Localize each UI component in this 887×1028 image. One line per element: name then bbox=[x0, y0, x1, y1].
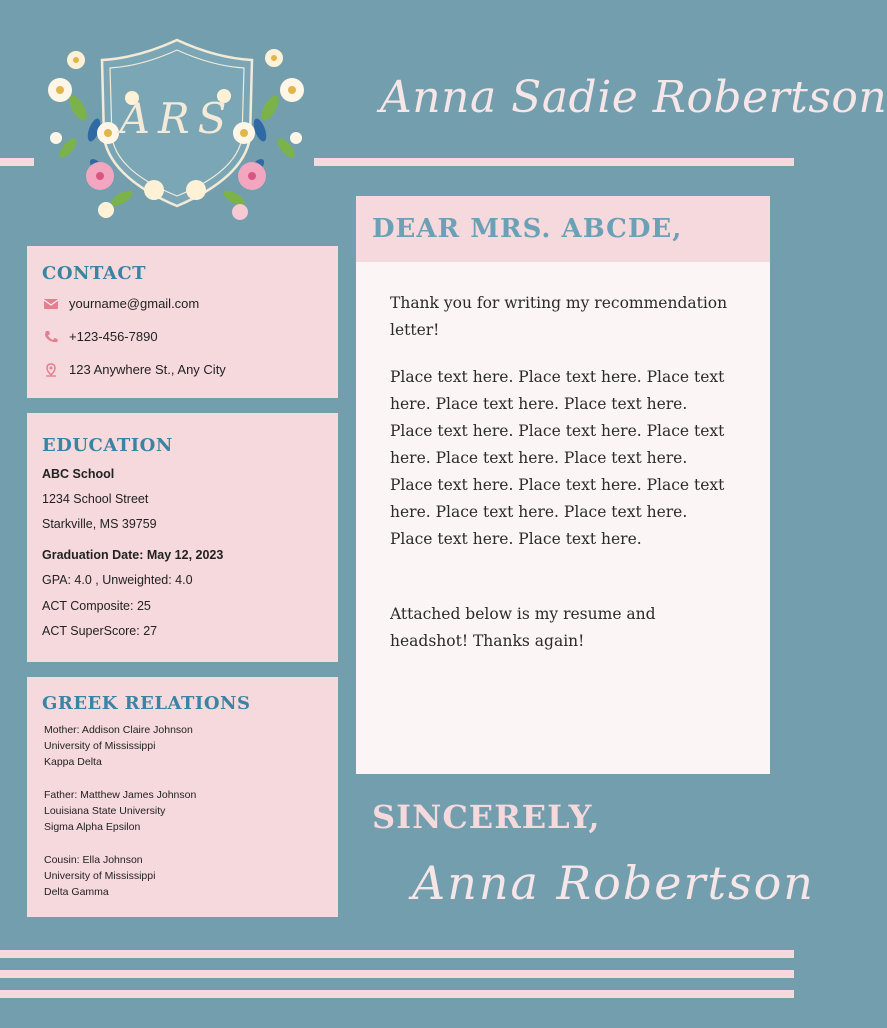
letter-panel bbox=[356, 196, 770, 774]
letter-salutation-band bbox=[356, 196, 770, 262]
relation-mother-chapter: Kappa Delta bbox=[44, 756, 102, 768]
closing-signature: Anna Robertson bbox=[412, 856, 815, 910]
greek-title: GREEK RELATIONS bbox=[42, 693, 251, 714]
relation-mother-school: University of Mississippi bbox=[44, 740, 156, 752]
school-city: Starkville, MS 39759 bbox=[42, 517, 157, 531]
contact-email-row bbox=[43, 296, 199, 311]
relation-cousin-name: Cousin: Ella Johnson bbox=[44, 854, 143, 866]
relation-mother-name: Mother: Addison Claire Johnson bbox=[44, 724, 193, 736]
floral-monogram-crest bbox=[38, 38, 316, 228]
relation-cousin-chapter: Delta Gamma bbox=[44, 886, 109, 898]
header-line-left bbox=[0, 158, 34, 166]
contact-card bbox=[27, 246, 338, 398]
footer-line-3 bbox=[0, 990, 794, 998]
school-street: 1234 School Street bbox=[42, 492, 149, 506]
location-pin-icon bbox=[43, 363, 59, 377]
letter-paragraph-2: Place text here. Place text here. Place text here. Place text here. Place text here. Place text here. Place text here. Place text here. Place text here. Place text here. Place text here. Place text here. Place text here. Place text here. Place text here. Place text here. Place text here. bbox=[390, 368, 725, 548]
header-line-right bbox=[314, 158, 794, 166]
contact-title: CONTACT bbox=[42, 263, 147, 284]
graduation-date: Graduation Date: May 12, 2023 bbox=[42, 548, 224, 562]
school-name: ABC School bbox=[42, 467, 115, 481]
mail-icon bbox=[43, 297, 59, 311]
contact-address-row bbox=[43, 362, 226, 377]
contact-phone[interactable]: +123-456-7890 bbox=[69, 329, 158, 344]
closing-sincerely: SINCERELY, bbox=[372, 798, 601, 836]
footer-line-1 bbox=[0, 950, 794, 958]
applicant-name: Anna Sadie Robertson bbox=[380, 72, 887, 123]
relation-cousin-school: University of Mississippi bbox=[44, 870, 156, 882]
contact-email[interactable]: yourname@gmail.com bbox=[69, 296, 200, 311]
letter-paragraph-1: Thank you for writing my recommendation letter! bbox=[390, 294, 728, 339]
relation-father-chapter: Sigma Alpha Epsilon bbox=[44, 821, 141, 833]
relation-father-school: Louisiana State University bbox=[44, 805, 166, 817]
gpa: GPA: 4.0 , Unweighted: 4.0 bbox=[42, 573, 193, 587]
phone-icon bbox=[43, 330, 59, 344]
act-superscore: ACT SuperScore: 27 bbox=[42, 624, 158, 638]
letter-paragraph-3: Attached below is my resume and headshot! Thanks again! bbox=[390, 605, 656, 650]
relation-father-name: Father: Matthew James Johnson bbox=[44, 789, 197, 801]
footer-line-2 bbox=[0, 970, 794, 978]
contact-phone-row bbox=[43, 329, 158, 344]
greek-relations-card bbox=[27, 677, 338, 917]
letter-salutation: DEAR MRS. ABCDE, bbox=[372, 214, 683, 244]
education-title: EDUCATION bbox=[42, 435, 173, 456]
monogram-letters: ARS bbox=[119, 94, 235, 143]
contact-address: 123 Anywhere St., Any City bbox=[69, 362, 226, 377]
act-composite: ACT Composite: 25 bbox=[42, 599, 151, 613]
education-card bbox=[27, 413, 338, 662]
